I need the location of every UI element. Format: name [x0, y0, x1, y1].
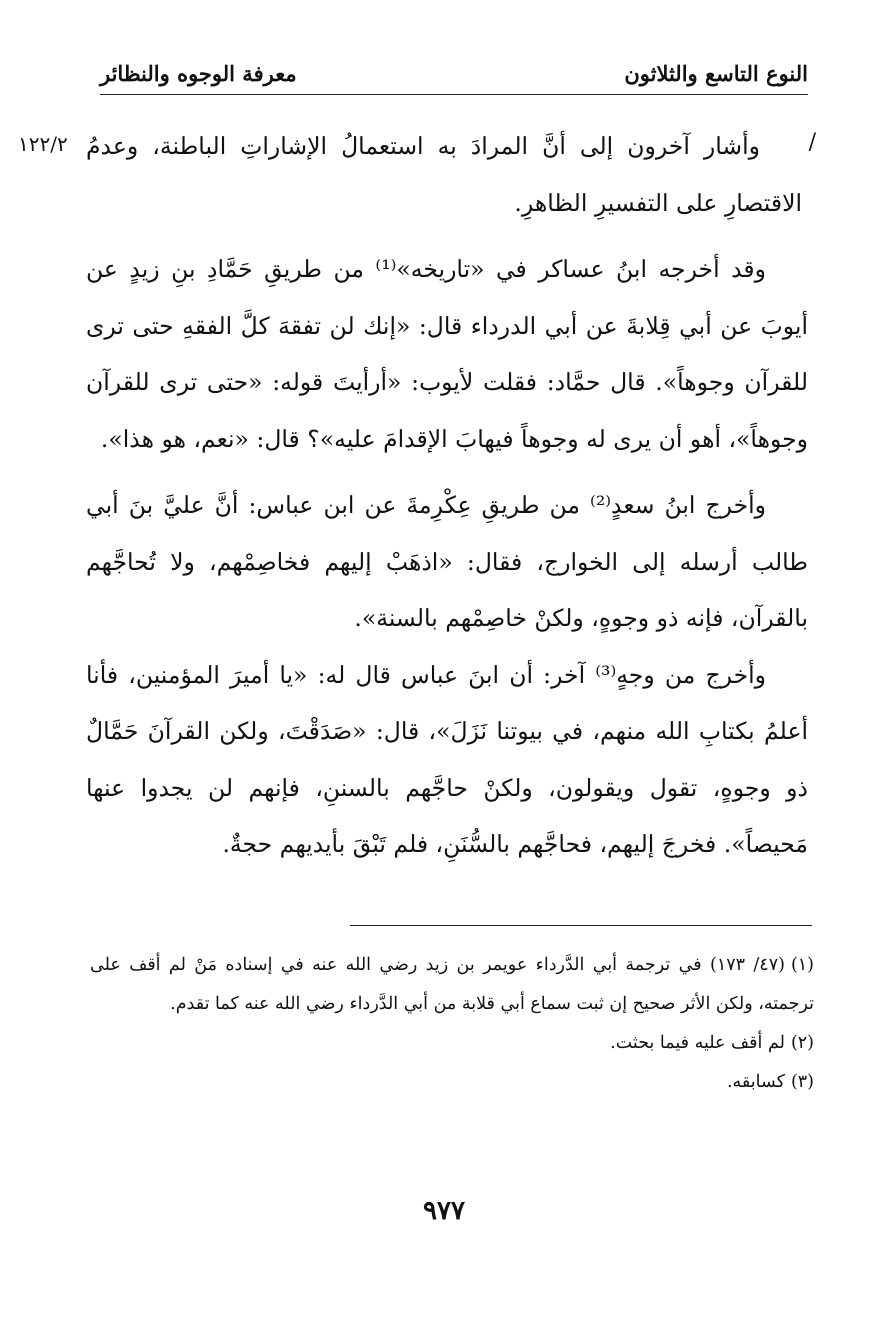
margin-volume-page-ref: ١٢٢/٢ [18, 132, 68, 156]
footnote-number: (٣) [790, 1072, 814, 1092]
paragraph-3: وأخرج ابنُ سعدٍ⁽²⁾ من طريقِ عِكْرِمةَ عن ابن عباس: أنَّ عليَّ بنَ أبي طالب أرسله إلى الخوارج، فقال: «اذهَبْ إليهم فخاصِمْهم، ولا تُحاجَّهم بالقرآن، فإنه ذو وجوهٍ، ولكنْ خاصِمْهم بالسنة». [86, 491, 808, 632]
paragraph-4: وأخرج من وجهٍ⁽³⁾ آخر: أن ابنَ عباس قال له: «يا أميرَ المؤمنين، فأنا أعلمُ بكتابِ الله منهم، في بيوتنا نَزَلَ»، قال: «صَدَقْتَ، ولكن القرآنَ حَمَّالٌ ذو وجوهٍ، تقول ويقولون، ولكنْ حاجَّهم بالسننِ، فإنهم لن يجدوا عنها مَحيصاً». فخرجَ إليهم، فحاجَّهم بالسُّنَنِ، فلم تَبْقَ بأيديهم حجةٌ. [86, 660, 808, 858]
page-break-mark: / [808, 130, 816, 155]
footnote-separator [350, 925, 812, 926]
main-text [86, 118, 808, 873]
header-chapter-title: النوع التاسع والثلاثون [624, 60, 808, 86]
footnote-number: (١) [790, 955, 814, 975]
footnote-text: لم أقف عليه فيما بحثت. [610, 1033, 785, 1053]
footnotes [90, 946, 814, 1102]
running-header [100, 52, 808, 95]
footnote-1 [90, 946, 814, 1024]
page-number: ٩٧٧ [423, 1196, 465, 1226]
footnote-3 [90, 1063, 814, 1102]
paragraph-2: وقد أخرجه ابنُ عساكر في «تاريخه»⁽¹⁾ من طريقِ حَمَّادِ بنِ زيدٍ عن أيوبَ عن أبي قِلابةَ عن أبي الدرداء قال: «إنك لن تفقهَ كلَّ الفقهِ حتى ترى للقرآن وجوهاً». قال حمَّاد: فقلت لأيوب: «أرأيتَ قوله: «حتى ترى للقرآن وجوهاً»، أهو أن يرى له وجوهاً فيهابَ الإقدامَ عليه»؟ قال: «نعم، هو هذا». [86, 255, 808, 453]
footnote-text: (٤٧/ ١٧٣) في ترجمة أبي الدَّرداء عويمر بن زيد رضي الله عنه في إسناده مَنْ لم أقف على ترجمته، ولكن الأثر صحيح إن ثبت سماع أبي قلابة من أبي الدَّرداء رضي الله عنه كما تقدم. [90, 955, 814, 1014]
footnote-text: كسابقه. [726, 1072, 785, 1092]
header-section-title: معرفة الوجوه والنظائر [100, 60, 297, 86]
footnote-number: (٢) [790, 1033, 814, 1053]
paragraph-1: وأشار آخرون إلى أنَّ المرادَ به استعمالُ الإشاراتِ الباطنة، وعدمُ الاقتصارِ على التفسيرِ الظاهرِ. [86, 132, 802, 217]
footnote-2 [90, 1024, 814, 1063]
